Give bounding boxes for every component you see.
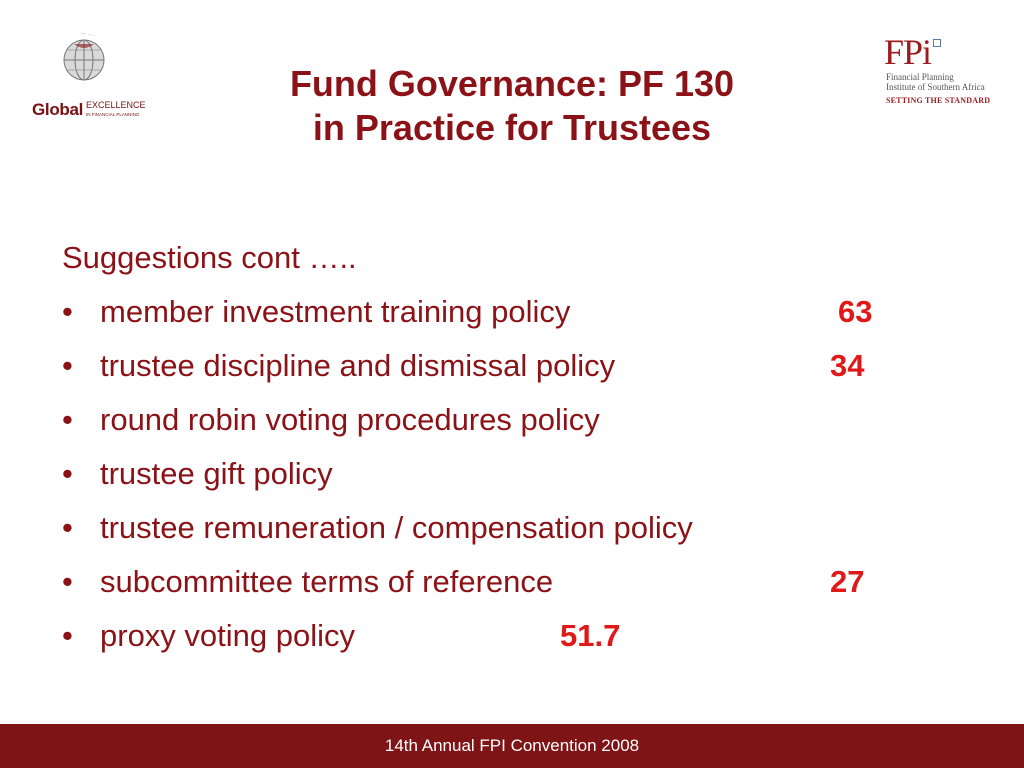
item-label: round robin voting procedures policy xyxy=(100,402,600,437)
bullet: • xyxy=(62,402,73,437)
list-item xyxy=(62,290,962,344)
item-value: 27 xyxy=(830,564,865,599)
list-item xyxy=(62,614,962,668)
fpi-logo xyxy=(884,34,1004,114)
logo-excellence-text: EXCELLENCE xyxy=(86,100,146,110)
item-value: 63 xyxy=(838,294,873,329)
item-label: trustee discipline and dismissal policy xyxy=(100,348,616,383)
fpi-mark: FPi xyxy=(884,32,932,72)
item-label: proxy voting policy xyxy=(100,618,356,653)
list-item xyxy=(62,344,962,398)
title-line-2: in Practice for Trustees xyxy=(312,107,712,148)
list-item xyxy=(62,506,962,560)
fpi-square-icon xyxy=(933,39,941,47)
bullet: • xyxy=(62,564,73,599)
item-label: trustee gift policy xyxy=(100,456,333,491)
footer-bar xyxy=(0,724,1024,768)
list-item xyxy=(62,560,962,614)
bullet: • xyxy=(62,348,73,383)
fpi-tagline: SETTING THE STANDARD xyxy=(886,96,991,105)
bullet: • xyxy=(62,510,73,545)
item-value: 34 xyxy=(830,348,865,383)
logo-ifp-text: IN FINANCIAL PLANNING xyxy=(86,112,140,117)
fpi-subtitle-2: Institute of Southern Africa xyxy=(886,82,985,92)
item-value: 51.7 xyxy=(560,618,621,653)
footer-text: 14th Annual FPI Convention 2008 xyxy=(384,736,640,755)
slide-title xyxy=(200,62,824,150)
slide-content xyxy=(62,236,962,668)
bullet: • xyxy=(62,618,73,653)
bullet: • xyxy=(62,294,73,329)
global-excellence-logo xyxy=(28,22,146,122)
list-item xyxy=(62,452,962,506)
globe-logo-icon xyxy=(50,22,128,100)
item-label: subcommittee terms of reference xyxy=(100,564,554,599)
intro-text: Suggestions cont ….. xyxy=(62,240,357,275)
bullet: • xyxy=(62,456,73,491)
item-label: trustee remuneration / compensation policy xyxy=(100,510,693,545)
item-label: member investment training policy xyxy=(100,294,571,329)
list-item xyxy=(62,398,962,452)
logo-global-text: Global xyxy=(32,100,84,119)
title-line-1: Fund Governance: PF 130 xyxy=(289,63,735,104)
fpi-subtitle-1: Financial Planning xyxy=(886,72,954,82)
